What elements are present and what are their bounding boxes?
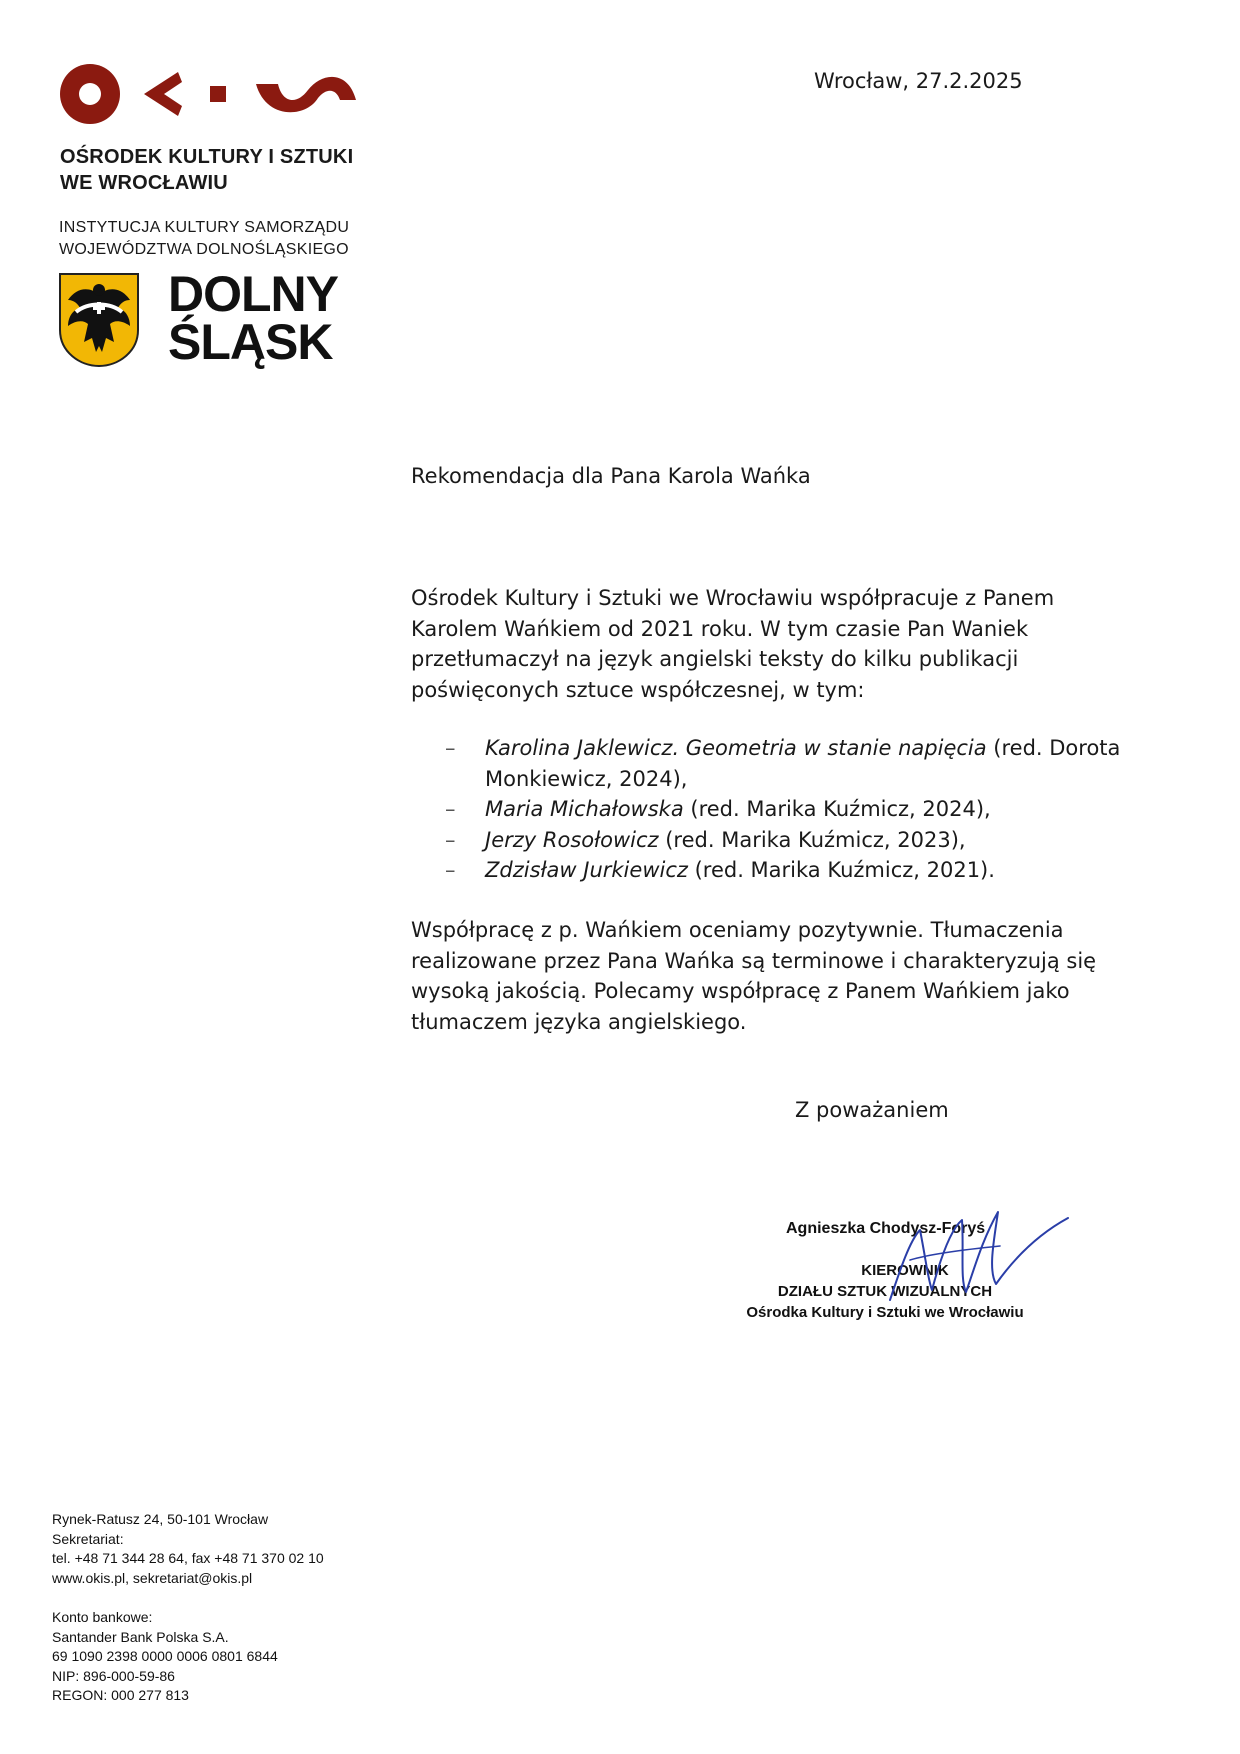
org-name-line2: WE WROCŁAWIU [60, 172, 228, 194]
list-item [445, 794, 1135, 825]
region-logo-line2: ŚLĄSK [168, 314, 333, 370]
coat-of-arms-icon [58, 272, 140, 368]
list-dash: – [445, 736, 456, 760]
closing-salutation: Z poważaniem [795, 1098, 949, 1122]
footer-phone: tel. +48 71 344 28 64, fax +48 71 370 02 10 [52, 1550, 324, 1566]
footer-nip: NIP: 896-000-59-86 [52, 1667, 175, 1684]
body-paragraph-1: Ośrodek Kultury i Sztuki we Wrocławiu współpracuje z Panem Karolem Wańkiem od 2021 roku. W tym czasie Pan Waniek przetłumaczył na język angielski teksty do kilku publikacji poświęconych sztuce współczesnej, w tym: [411, 586, 1055, 702]
publication-note: (red. Marika Kuźmicz, 2024), [683, 797, 991, 821]
role-line3: Ośrodka Kultury i Sztuki we Wrocławiu [746, 1304, 1024, 1321]
dolny-slask-logo [168, 266, 368, 370]
role-line1: KIEROWNIK [861, 1262, 949, 1279]
region-logo-line1: DOLNY [168, 266, 338, 322]
footer-regon: REGON: 000 277 813 [52, 1687, 189, 1703]
list-dash: – [445, 827, 456, 852]
list-item [445, 733, 1135, 794]
publication-note: (red. Dorota Monkiewicz, 2024), [485, 736, 1121, 791]
institution-label [59, 217, 399, 261]
institution-line2: WOJEWÓDZTWA DOLNOŚLĄSKIEGO [59, 241, 349, 258]
institution-line1: INSTYTUCJA KULTURY SAMORZĄDU [59, 219, 350, 236]
publication-note: (red. Marika Kuźmicz, 2021). [687, 858, 995, 882]
org-name [60, 144, 380, 196]
publication-title: Jerzy Rosołowicz [485, 827, 659, 852]
footer-contact [52, 1510, 412, 1706]
publication-list [445, 733, 1135, 886]
footer-account: 69 1090 2398 0000 0006 0801 6844 [52, 1648, 278, 1664]
publication-title: Zdzisław Jurkiewicz [485, 858, 688, 882]
letter-subject: Rekomendacja dla Pana Karola Wańka [411, 464, 811, 488]
footer-bank-label: Konto bankowe: [52, 1609, 153, 1625]
list-dash: – [445, 797, 456, 821]
handwritten-signature-icon [870, 1200, 1070, 1310]
body-paragraph-2: Współpracę z p. Wańkiem oceniamy pozytywnie. Tłumaczenia realizowane przez Pana Wańka są terminowe i charakteryzują się wysoką jakością. Polecamy współpracę z Panem Wańkiem jako tłumaczem języka angielskiego. [411, 918, 1097, 1034]
footer-web-email: www.okis.pl, sekretariat@okis.pl [52, 1569, 253, 1586]
role-line2: DZIAŁU SZTUK WIZUALNYCH [777, 1283, 993, 1300]
footer-bank-name: Santander Bank Polska S.A. [52, 1628, 229, 1645]
list-item [445, 855, 1135, 886]
footer-secretariat-label: Sekretariat: [52, 1530, 124, 1547]
org-name-line1: OŚRODEK KULTURY I SZTUKI [60, 146, 354, 168]
okis-logo-icon [60, 64, 356, 136]
letter-date: Wrocław, 27.2.2025 [814, 69, 1023, 93]
publication-note: (red. Marika Kuźmicz, 2023), [658, 827, 966, 852]
list-item [445, 825, 1135, 856]
publication-title: Karolina Jaklewicz. Geometria w stanie napięcia [485, 736, 987, 760]
publication-title: Maria Michałowska [485, 797, 684, 821]
signatory-name: Agnieszka Chodysz-Foryś [786, 1220, 986, 1237]
footer-address: Rynek-Ratusz 24, 50-101 Wrocław [52, 1511, 269, 1527]
list-dash: – [445, 858, 456, 882]
